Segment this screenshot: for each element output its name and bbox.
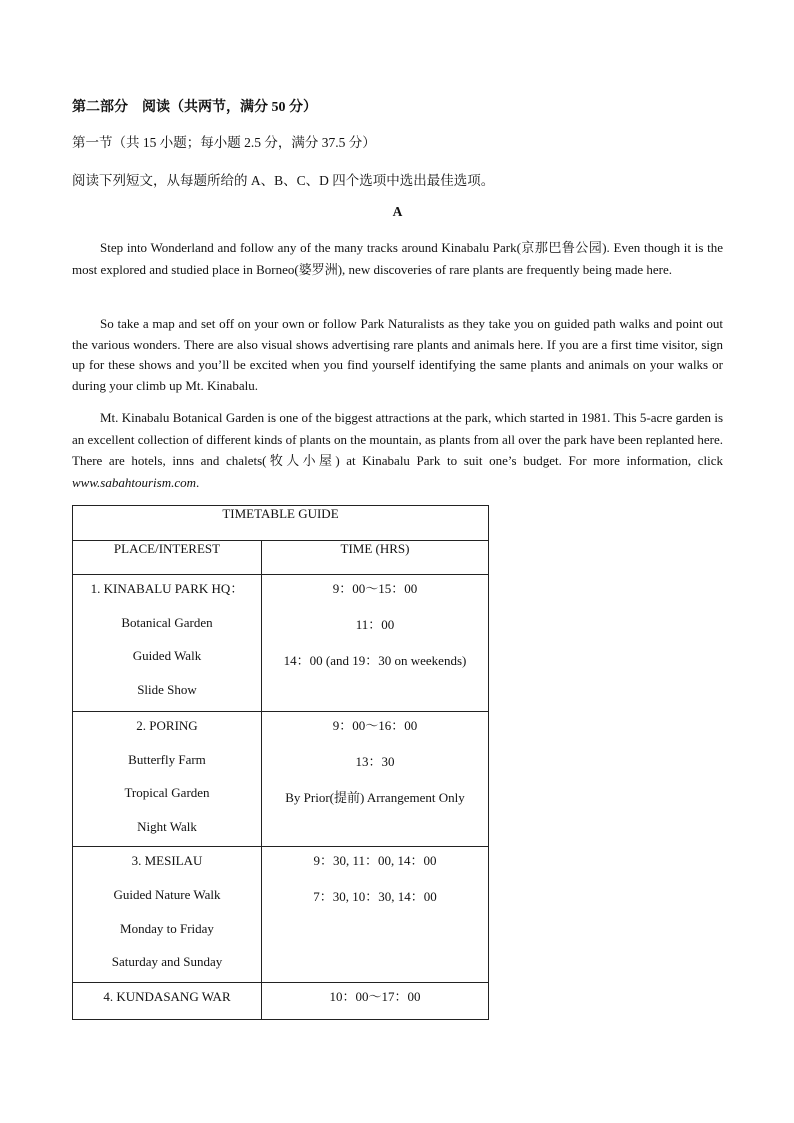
time-cell — [262, 712, 489, 847]
place-cell — [73, 847, 262, 982]
place-line: 4. KUNDASANG WAR — [103, 988, 231, 1004]
table-row — [73, 982, 489, 1019]
place-line: Butterfly Farm — [128, 751, 206, 767]
place-line: 1. KINABALU PARK HQ： — [90, 581, 244, 596]
place-line: Tropical Garden — [124, 785, 210, 801]
table-row — [73, 847, 489, 982]
paragraph-1: Step into Wonderland and follow any of the many tracks around Kinabalu Park(京那巴鲁公园). Even though it is the most explored and studied place in Borneo(婆罗洲), new discoveries of rare plants are frequently being made here. — [72, 240, 723, 277]
place-line: Saturday and Sunday — [111, 954, 223, 970]
place-line: Guided Walk — [132, 648, 202, 664]
timetable-title: TIMETABLE GUIDE — [73, 506, 489, 541]
time-line: 9：30, 11：00, 14：00 — [313, 853, 437, 869]
time-line: 7：30, 10：30, 14：00 — [313, 889, 437, 905]
section-title: 第二部分 阅读（共两节，满分 50 分） — [72, 100, 317, 115]
column-header-place: PLACE/INTEREST — [73, 541, 262, 575]
time-line: 11：00 — [355, 617, 395, 632]
paragraph-3 — [72, 407, 723, 493]
instruction-text: 阅读下列短文，从每题所给的 A、B、C、D 四个选项中选出最佳选项。 — [72, 173, 495, 188]
time-line: 10：00～17：00 — [329, 988, 421, 1004]
website-link[interactable]: www.sabahtourism.com — [72, 474, 196, 490]
place-line: Botanical Garden — [121, 614, 213, 630]
table-row — [73, 575, 489, 712]
place-cell — [73, 575, 262, 712]
paragraph-2: So take a map and set off on your own or follow Park Naturalists as they take you on guided path walks and point out the various wonders. There are also visual shows advertising rare plants and animals here. If you are a first time visitor, sign up for these shows and you’ll be excited when you find yourself identifying the same plants and animals on your walks or during your climb up Mt. Kinabalu. — [72, 316, 723, 393]
subsection-title: 第一节（共 15 小题；每小题 2.5 分，满分 37.5 分） — [72, 135, 376, 150]
time-cell — [262, 982, 489, 1019]
time-cell — [262, 847, 489, 982]
column-header-time: TIME (HRS) — [262, 541, 489, 575]
place-line: Guided Nature Walk — [113, 886, 221, 902]
timetable-guide — [72, 505, 489, 1020]
time-line: By Prior(提前) Arrangement Only — [285, 790, 465, 805]
place-cell — [73, 712, 262, 847]
paragraph-3-end: . — [196, 474, 200, 490]
place-line: Slide Show — [137, 681, 197, 697]
place-cell — [73, 982, 262, 1019]
place-line: Night Walk — [137, 818, 197, 834]
place-line: 3. MESILAU — [131, 853, 203, 869]
table-row — [73, 712, 489, 847]
time-line: 14：00 (and 19：30 on weekends) — [283, 653, 467, 668]
time-line: 9：00～16：00 — [332, 718, 418, 733]
passage-letter: A — [392, 204, 403, 219]
time-cell — [262, 575, 489, 712]
place-line: 2. PORING — [136, 718, 198, 733]
time-line: 13：30 — [355, 754, 395, 769]
place-line: Monday to Friday — [120, 920, 214, 936]
paragraph-3-text: Mt. Kinabalu Botanical Garden is one of the biggest attractions at the park, which started in 1981. This 5-acre garden is an excellent collection of different kinds of plants on the mountain, as plants from all over the park have been replanted here. There are hotels, inns and chalets(牧人小屋) at Kinabalu Park to suit one’s budget. For more information, click — [72, 410, 723, 468]
time-line: 9：00～15：00 — [332, 581, 418, 596]
